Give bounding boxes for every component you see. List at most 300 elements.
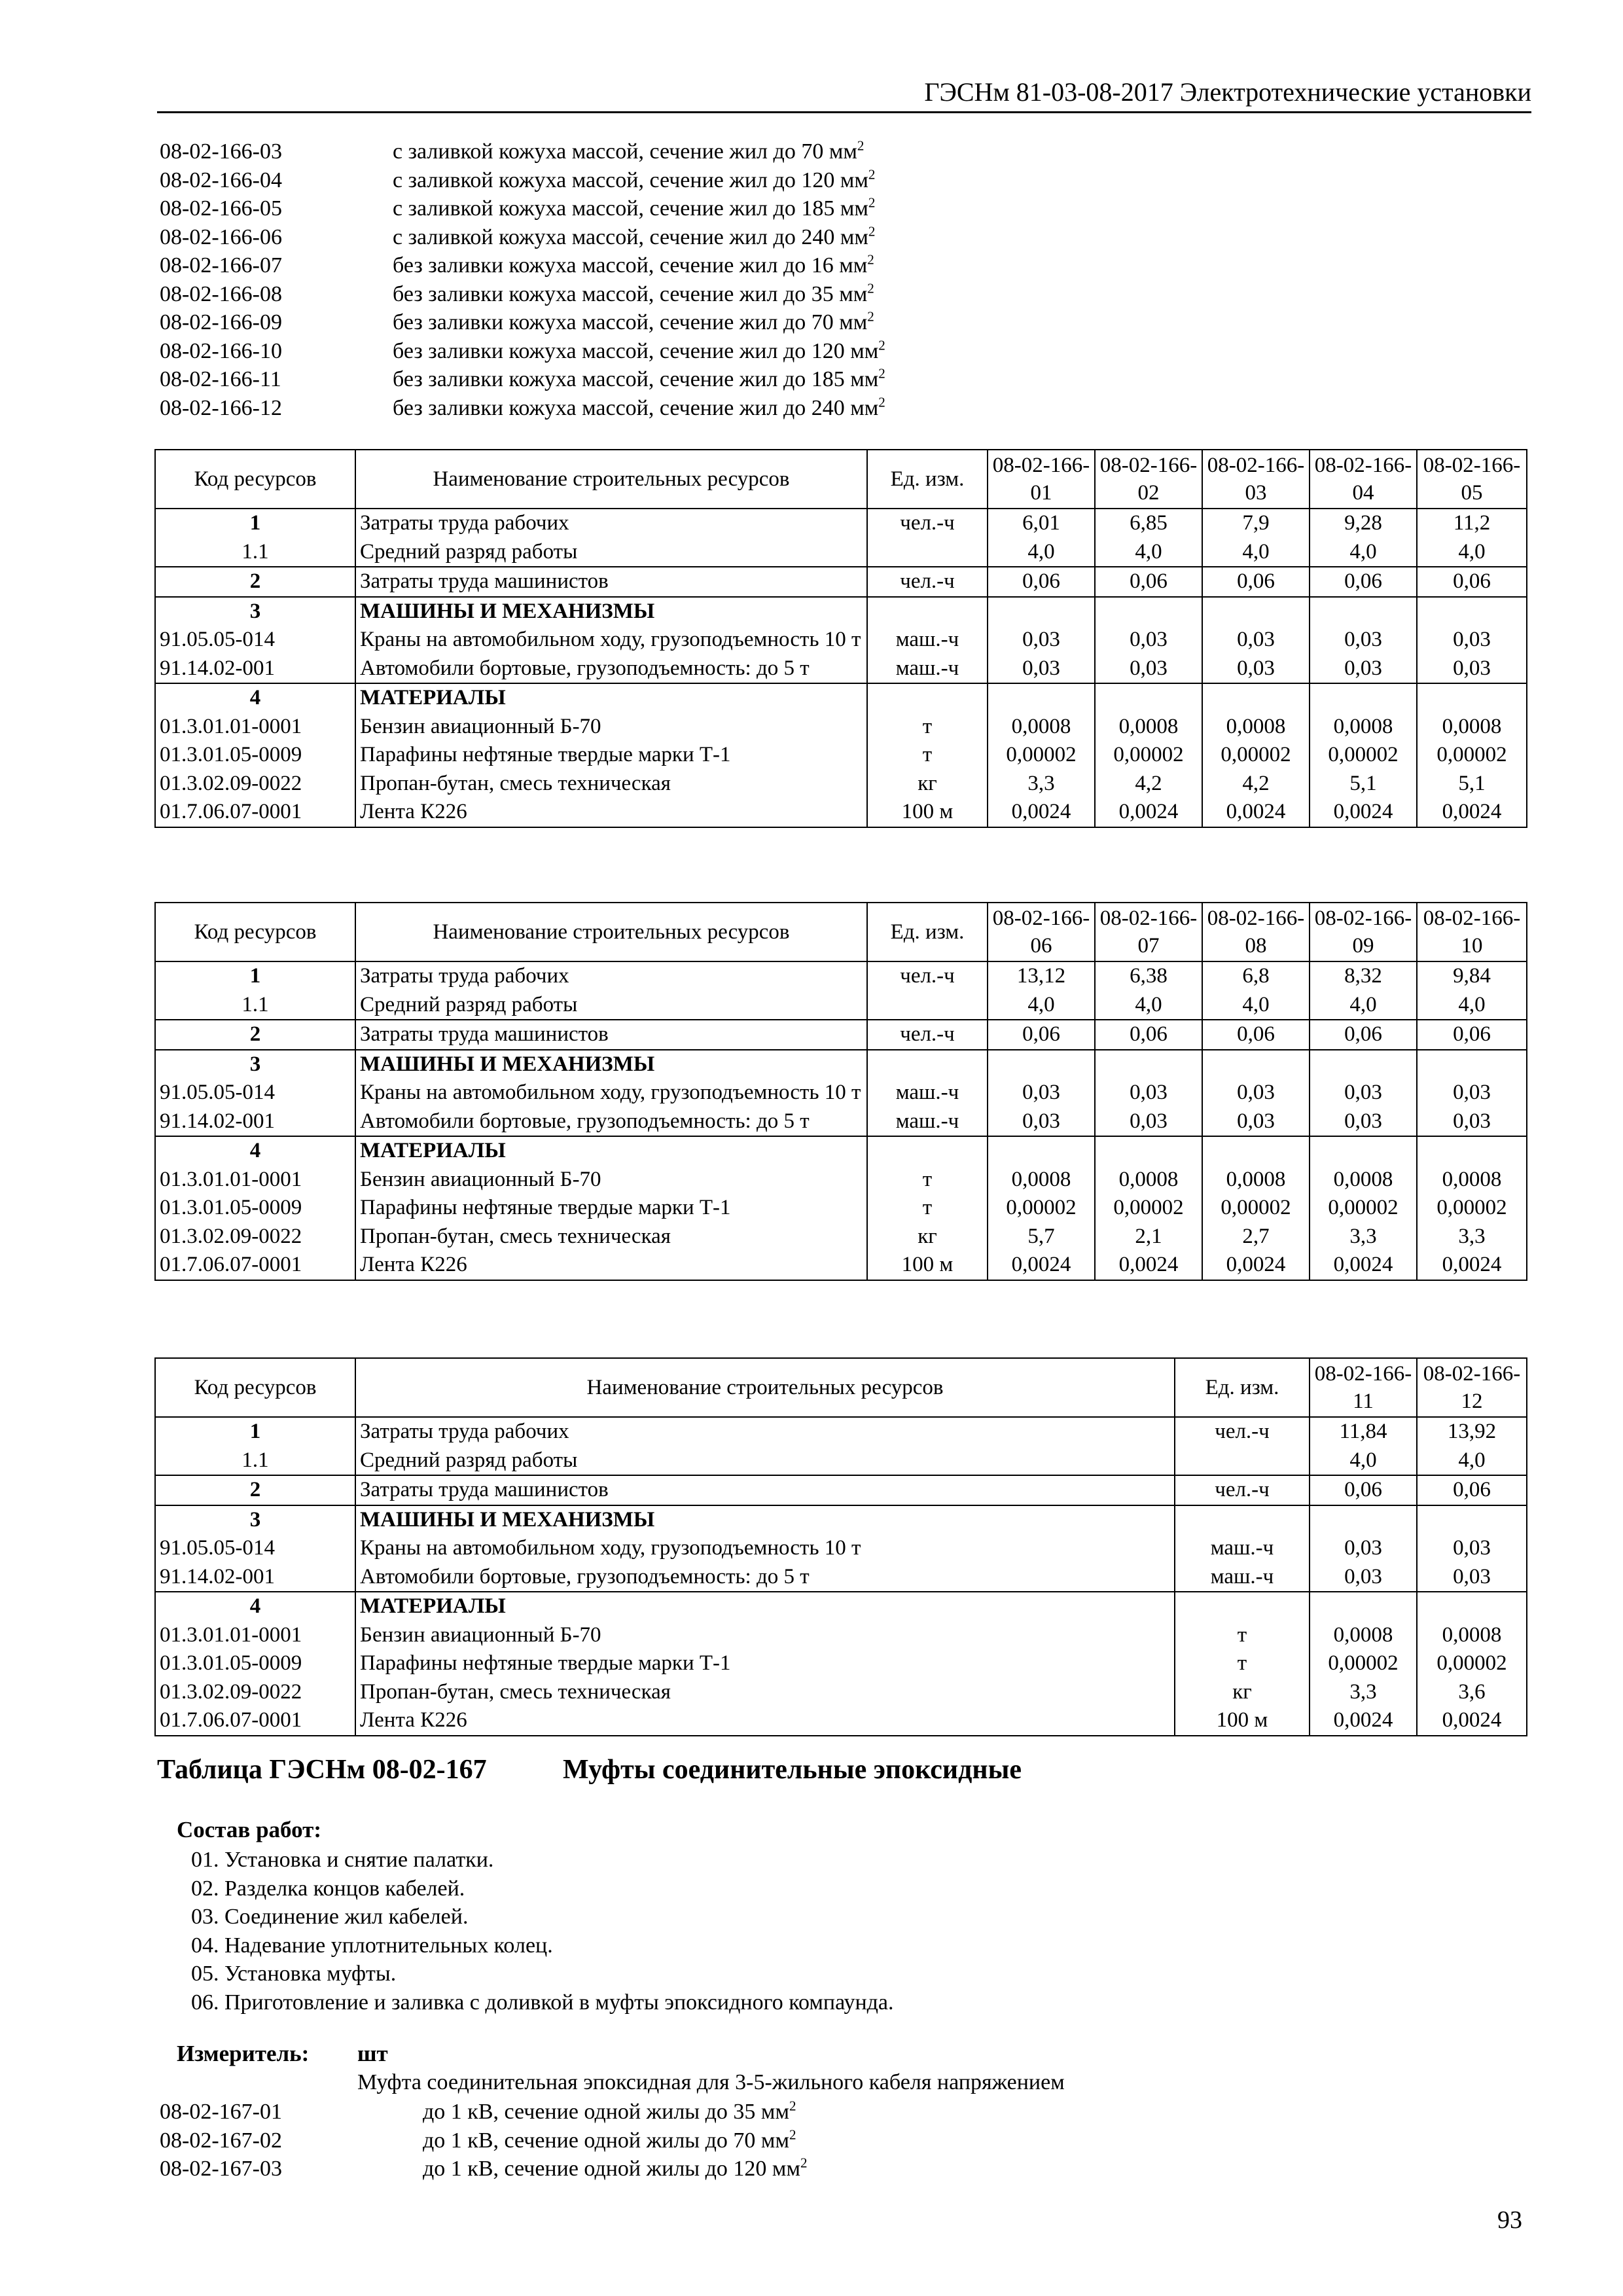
resource-code: 1 xyxy=(155,509,355,538)
resource-value xyxy=(1417,683,1527,713)
table-row xyxy=(155,961,1527,991)
resource-value: 5,1 xyxy=(1417,770,1527,798)
header-name: Наименование строительных ресурсов xyxy=(355,450,867,509)
norm-description: без заливки кожуха массой, сечение жил до 70 мм xyxy=(393,310,868,334)
resource-name: Затраты труда рабочих xyxy=(355,1417,1175,1446)
unit-superscript: 2 xyxy=(867,251,874,268)
header-norm-code: 08-02-166-08 xyxy=(1202,903,1310,961)
resource-value: 0,00002 xyxy=(1310,1194,1417,1223)
resource-value: 0,0024 xyxy=(1417,1706,1527,1736)
resource-value: 13,12 xyxy=(988,961,1095,991)
table-row xyxy=(155,1563,1527,1592)
unit-superscript: 2 xyxy=(868,166,876,182)
resource-name: Автомобили бортовые, грузоподъемность: до 5 т xyxy=(355,1563,1175,1592)
resource-name: Затраты труда рабочих xyxy=(355,509,867,538)
resource-value: 9,84 xyxy=(1417,961,1527,991)
resource-value: 0,03 xyxy=(1417,1534,1527,1563)
resource-value: 0,0008 xyxy=(1202,713,1310,742)
resource-code: 01.3.01.01-0001 xyxy=(155,1166,355,1194)
resource-name: Краны на автомобильном ходу, грузоподъемность 10 т xyxy=(355,1079,867,1107)
resource-name: МАТЕРИАЛЫ xyxy=(355,683,867,713)
code-list-item xyxy=(160,223,1403,252)
norm-description: до 1 кВ, сечение одной жилы до 120 мм xyxy=(423,2157,800,2181)
resource-value: 0,06 xyxy=(988,567,1095,597)
resource-value: 4,0 xyxy=(1095,538,1202,567)
resource-value: 8,32 xyxy=(1310,961,1417,991)
resource-value: 6,38 xyxy=(1095,961,1202,991)
resource-value: 4,0 xyxy=(1202,538,1310,567)
resource-value: 3,3 xyxy=(1417,1223,1527,1251)
resource-table-1 xyxy=(154,449,1527,828)
resource-value: 0,03 xyxy=(1310,1079,1417,1107)
norm-code: 08-02-166-03 xyxy=(160,139,282,164)
resource-value: 0,06 xyxy=(1417,567,1527,597)
resource-value: 6,01 xyxy=(988,509,1095,538)
resource-name: Затраты труда рабочих xyxy=(355,961,867,991)
resource-value xyxy=(1095,1050,1202,1079)
resource-value: 0,03 xyxy=(988,655,1095,684)
resource-name: МАШИНЫ И МЕХАНИЗМЫ xyxy=(355,1505,1175,1535)
resource-value: 0,06 xyxy=(1310,567,1417,597)
resource-value: 3,3 xyxy=(1310,1678,1417,1707)
resource-code: 2 xyxy=(155,567,355,597)
table-row xyxy=(155,1020,1527,1050)
works-item: 04. Надевание уплотнительных колец. xyxy=(191,1933,553,1958)
works-item: 02. Разделка концов кабелей. xyxy=(191,1876,465,1901)
table-167-name: Муфты соединительные эпоксидные xyxy=(563,1755,1022,1785)
norm-code: 08-02-166-11 xyxy=(160,367,281,391)
measurer-description: Муфта соединительная эпоксидная для 3-5-жильного кабеля напряжением xyxy=(357,2070,1065,2094)
resource-value: 0,00002 xyxy=(988,1194,1095,1223)
resource-value: 4,0 xyxy=(1310,538,1417,567)
code-list-item xyxy=(160,308,1403,337)
resource-value: 4,0 xyxy=(1417,1446,1527,1476)
table-row xyxy=(155,1107,1527,1137)
resource-unit: т xyxy=(867,1166,988,1194)
resource-code: 4 xyxy=(155,1136,355,1166)
resource-value: 0,0008 xyxy=(1310,713,1417,742)
resource-value: 0,03 xyxy=(1310,626,1417,655)
resource-name: Пропан-бутан, смесь техническая xyxy=(355,1223,867,1251)
resource-value: 0,03 xyxy=(988,1079,1095,1107)
table-row xyxy=(155,1706,1527,1736)
resource-value: 0,0024 xyxy=(1310,798,1417,827)
norm-codes-list xyxy=(160,137,1403,422)
resource-value: 0,03 xyxy=(1202,1079,1310,1107)
resource-value xyxy=(1310,683,1417,713)
resource-code: 91.05.05-014 xyxy=(155,1079,355,1107)
norm-code: 08-02-167-01 xyxy=(160,2100,282,2124)
table-row xyxy=(155,538,1527,567)
works-title: Состав работ: xyxy=(177,1817,321,1842)
resource-value: 0,03 xyxy=(988,1107,1095,1137)
resource-value: 0,0024 xyxy=(988,1251,1095,1280)
table-row xyxy=(155,1079,1527,1107)
resource-value: 3,3 xyxy=(988,770,1095,798)
resource-value xyxy=(1095,683,1202,713)
resource-value xyxy=(1202,597,1310,626)
resource-name: Автомобили бортовые, грузоподъемность: до 5 т xyxy=(355,655,867,684)
resource-code: 01.3.02.09-0022 xyxy=(155,1223,355,1251)
resource-name: МАШИНЫ И МЕХАНИЗМЫ xyxy=(355,597,867,626)
resource-code: 91.05.05-014 xyxy=(155,1534,355,1563)
resource-value: 0,03 xyxy=(1417,1107,1527,1137)
table-row xyxy=(155,991,1527,1020)
works-item: 05. Установка муфты. xyxy=(191,1962,397,1986)
table-167-title xyxy=(157,1754,1022,1785)
resource-unit: 100 м xyxy=(1175,1706,1310,1736)
table-row xyxy=(155,1505,1527,1535)
norm-167-items xyxy=(160,2098,808,2183)
resource-value: 0,0008 xyxy=(1310,1621,1417,1650)
resource-code: 3 xyxy=(155,597,355,626)
code-list-item xyxy=(160,137,1403,166)
resource-value: 0,03 xyxy=(1417,655,1527,684)
norm-description: без заливки кожуха массой, сечение жил до 120 мм xyxy=(393,338,879,363)
header-norm-code: 08-02-166-10 xyxy=(1417,903,1527,961)
resource-name: МАТЕРИАЛЫ xyxy=(355,1136,867,1166)
resource-value: 0,03 xyxy=(1310,1534,1417,1563)
norm-description: без заливки кожуха массой, сечение жил до 35 мм xyxy=(393,281,868,306)
resource-value xyxy=(1417,1505,1527,1535)
resource-code: 01.3.01.05-0009 xyxy=(155,741,355,770)
resource-value xyxy=(1417,1592,1527,1621)
header-name: Наименование строительных ресурсов xyxy=(355,1358,1175,1417)
resource-name: Краны на автомобильном ходу, грузоподъемность 10 т xyxy=(355,626,867,655)
resource-value: 0,0024 xyxy=(1202,1251,1310,1280)
resource-unit xyxy=(867,1136,988,1166)
resource-value xyxy=(1095,597,1202,626)
resource-code: 1.1 xyxy=(155,991,355,1020)
table-row xyxy=(155,1417,1527,1446)
resource-value: 0,00002 xyxy=(1095,741,1202,770)
resource-value: 0,06 xyxy=(1310,1020,1417,1050)
header-unit: Ед. изм. xyxy=(867,450,988,509)
table-row xyxy=(155,1446,1527,1476)
resource-name: МАТЕРИАЛЫ xyxy=(355,1592,1175,1621)
resource-unit: маш.-ч xyxy=(1175,1563,1310,1592)
resource-name: Затраты труда машинистов xyxy=(355,1020,867,1050)
resource-value: 0,03 xyxy=(1095,655,1202,684)
resource-value: 11,2 xyxy=(1417,509,1527,538)
resource-unit: т xyxy=(867,1194,988,1223)
resource-value xyxy=(1417,597,1527,626)
resource-code: 01.3.02.09-0022 xyxy=(155,770,355,798)
norm-description: без заливки кожуха массой, сечение жил до 16 мм xyxy=(393,253,868,278)
resource-unit xyxy=(1175,1592,1310,1621)
resource-unit: кг xyxy=(867,770,988,798)
resource-name: Лента К226 xyxy=(355,1706,1175,1736)
norm-code: 08-02-166-06 xyxy=(160,224,282,249)
resource-value: 5,1 xyxy=(1310,770,1417,798)
resource-unit: маш.-ч xyxy=(867,1107,988,1137)
code-list-item xyxy=(160,2098,808,2126)
header-name: Наименование строительных ресурсов xyxy=(355,903,867,961)
header-norm-code: 08-02-166-09 xyxy=(1310,903,1417,961)
resource-value: 0,0024 xyxy=(1095,798,1202,827)
resource-value: 4,0 xyxy=(988,991,1095,1020)
resource-unit xyxy=(1175,1505,1310,1535)
code-list-item xyxy=(160,2155,808,2183)
resource-unit xyxy=(867,538,988,567)
resource-unit: маш.-ч xyxy=(867,655,988,684)
resource-name: Бензин авиационный Б-70 xyxy=(355,713,867,742)
resource-value: 9,28 xyxy=(1310,509,1417,538)
norm-code: 08-02-166-08 xyxy=(160,281,282,306)
resource-value: 0,03 xyxy=(1417,626,1527,655)
measurer-unit: шт xyxy=(357,2041,388,2066)
norm-description: без заливки кожуха массой, сечение жил до 185 мм xyxy=(393,367,879,391)
resource-value: 0,06 xyxy=(1310,1475,1417,1505)
norm-description: без заливки кожуха массой, сечение жил до 240 мм xyxy=(393,395,879,420)
resource-value: 0,06 xyxy=(1095,567,1202,597)
table-row xyxy=(155,713,1527,742)
resource-table-2 xyxy=(154,902,1527,1281)
resource-code: 91.14.02-001 xyxy=(155,1107,355,1137)
resource-value: 0,03 xyxy=(1417,1563,1527,1592)
table-row xyxy=(155,770,1527,798)
running-header: ГЭСНм 81-03-08-2017 Электротехнические установки xyxy=(157,73,1531,113)
resource-value: 0,03 xyxy=(1202,626,1310,655)
table-row xyxy=(155,1592,1527,1621)
resource-code: 3 xyxy=(155,1050,355,1079)
resource-value: 0,0008 xyxy=(1417,713,1527,742)
resource-value: 4,0 xyxy=(1310,991,1417,1020)
resource-unit xyxy=(1175,1446,1310,1476)
resource-value: 4,0 xyxy=(1095,991,1202,1020)
resource-value xyxy=(988,1136,1095,1166)
resource-value xyxy=(1202,1050,1310,1079)
norm-code: 08-02-166-09 xyxy=(160,310,282,334)
resource-value: 0,03 xyxy=(1310,1107,1417,1137)
table-row xyxy=(155,1621,1527,1650)
resource-value: 0,03 xyxy=(1202,655,1310,684)
unit-superscript: 2 xyxy=(868,223,876,239)
resource-value: 0,00002 xyxy=(1417,741,1527,770)
resource-value: 0,0008 xyxy=(1202,1166,1310,1194)
resource-value: 4,0 xyxy=(1202,991,1310,1020)
resource-code: 01.3.01.01-0001 xyxy=(155,713,355,742)
resource-unit: т xyxy=(867,741,988,770)
resource-name: Затраты труда машинистов xyxy=(355,1475,1175,1505)
resource-code: 3 xyxy=(155,1505,355,1535)
resource-name: Средний разряд работы xyxy=(355,1446,1175,1476)
unit-superscript: 2 xyxy=(867,308,874,325)
resource-value: 0,03 xyxy=(1417,1079,1527,1107)
resource-value: 0,00002 xyxy=(1417,1649,1527,1678)
resource-value xyxy=(988,597,1095,626)
resource-value xyxy=(1310,1592,1417,1621)
resource-unit xyxy=(867,991,988,1020)
unit-superscript: 2 xyxy=(800,2155,808,2171)
resource-code: 01.3.01.05-0009 xyxy=(155,1649,355,1678)
resource-value: 0,0008 xyxy=(1095,1166,1202,1194)
resource-name: Бензин авиационный Б-70 xyxy=(355,1166,867,1194)
resource-unit: 100 м xyxy=(867,1251,988,1280)
resource-table-3 xyxy=(154,1357,1527,1736)
resource-value: 0,00002 xyxy=(1095,1194,1202,1223)
norm-description: до 1 кВ, сечение одной жилы до 70 мм xyxy=(423,2128,789,2153)
header-norm-code: 08-02-166-11 xyxy=(1310,1358,1417,1417)
resource-value: 0,06 xyxy=(1417,1475,1527,1505)
resource-value: 0,03 xyxy=(1095,1107,1202,1137)
resource-value: 4,2 xyxy=(1202,770,1310,798)
resource-value: 0,0024 xyxy=(1310,1706,1417,1736)
resource-value: 0,00002 xyxy=(1417,1194,1527,1223)
resource-name: Автомобили бортовые, грузоподъемность: до 5 т xyxy=(355,1107,867,1137)
resource-code: 4 xyxy=(155,1592,355,1621)
resource-unit: кг xyxy=(867,1223,988,1251)
table-row xyxy=(155,567,1527,597)
resource-value: 0,0024 xyxy=(1202,798,1310,827)
table-row xyxy=(155,1223,1527,1251)
header-norm-code: 08-02-166-02 xyxy=(1095,450,1202,509)
header-code: Код ресурсов xyxy=(155,1358,355,1417)
resource-value: 3,6 xyxy=(1417,1678,1527,1707)
resource-value: 0,03 xyxy=(1095,626,1202,655)
resource-value xyxy=(988,1050,1095,1079)
resource-name: Средний разряд работы xyxy=(355,538,867,567)
norm-code: 08-02-166-07 xyxy=(160,253,282,278)
table-row xyxy=(155,1194,1527,1223)
unit-superscript: 2 xyxy=(878,336,885,353)
norm-description: с заливкой кожуха массой, сечение жил до 70 мм xyxy=(393,139,857,164)
resource-unit: т xyxy=(1175,1621,1310,1650)
unit-superscript: 2 xyxy=(867,279,874,296)
resource-code: 01.7.06.07-0001 xyxy=(155,798,355,827)
resource-value: 0,03 xyxy=(1310,655,1417,684)
resource-unit: чел.-ч xyxy=(867,567,988,597)
resource-value: 6,8 xyxy=(1202,961,1310,991)
header-unit: Ед. изм. xyxy=(1175,1358,1310,1417)
norm-code: 08-02-167-03 xyxy=(160,2157,282,2181)
table-row xyxy=(155,1649,1527,1678)
resource-value: 5,7 xyxy=(988,1223,1095,1251)
resource-value: 3,3 xyxy=(1310,1223,1417,1251)
table-row xyxy=(155,1166,1527,1194)
resource-code: 1.1 xyxy=(155,1446,355,1476)
resource-unit: чел.-ч xyxy=(867,961,988,991)
resource-value: 0,06 xyxy=(1095,1020,1202,1050)
header-norm-code: 08-02-166-06 xyxy=(988,903,1095,961)
resource-value: 0,0008 xyxy=(1310,1166,1417,1194)
header-code: Код ресурсов xyxy=(155,903,355,961)
unit-superscript: 2 xyxy=(878,393,885,410)
works-list xyxy=(191,1846,894,2017)
table-row xyxy=(155,655,1527,684)
header-norm-code: 08-02-166-01 xyxy=(988,450,1095,509)
resource-unit: маш.-ч xyxy=(1175,1534,1310,1563)
resource-value: 6,85 xyxy=(1095,509,1202,538)
resource-unit xyxy=(867,683,988,713)
table-row xyxy=(155,1475,1527,1505)
resource-value: 0,0008 xyxy=(988,1166,1095,1194)
code-list-item xyxy=(160,394,1403,423)
table-167-number: Таблица ГЭСНм 08-02-167 xyxy=(157,1755,487,1785)
resource-value: 2,7 xyxy=(1202,1223,1310,1251)
resource-code: 2 xyxy=(155,1475,355,1505)
resource-value xyxy=(1310,1050,1417,1079)
resource-value: 0,0024 xyxy=(988,798,1095,827)
resource-value xyxy=(1095,1136,1202,1166)
code-list-item xyxy=(160,2126,808,2155)
resource-value: 2,1 xyxy=(1095,1223,1202,1251)
resource-value: 0,0024 xyxy=(1095,1251,1202,1280)
code-list-item xyxy=(160,337,1403,366)
resource-value xyxy=(1202,683,1310,713)
resource-value: 0,03 xyxy=(1202,1107,1310,1137)
resource-code: 91.05.05-014 xyxy=(155,626,355,655)
works-item: 01. Установка и снятие палатки. xyxy=(191,1848,494,1872)
resource-value xyxy=(1417,1050,1527,1079)
resource-code: 4 xyxy=(155,683,355,713)
code-list-item xyxy=(160,365,1403,394)
resource-value: 0,03 xyxy=(1095,1079,1202,1107)
code-list-item xyxy=(160,166,1403,195)
resource-name: Средний разряд работы xyxy=(355,991,867,1020)
header-norm-code: 08-02-166-12 xyxy=(1417,1358,1527,1417)
resource-code: 01.7.06.07-0001 xyxy=(155,1251,355,1280)
resource-code: 01.3.01.05-0009 xyxy=(155,1194,355,1223)
resource-value: 0,00002 xyxy=(1310,741,1417,770)
table-row xyxy=(155,683,1527,713)
resource-value xyxy=(1417,1136,1527,1166)
header-norm-code: 08-02-166-04 xyxy=(1310,450,1417,509)
unit-superscript: 2 xyxy=(789,2098,796,2114)
resource-value: 0,06 xyxy=(1202,567,1310,597)
resource-value: 0,0008 xyxy=(1417,1621,1527,1650)
resource-value xyxy=(1310,597,1417,626)
resource-code: 01.3.01.01-0001 xyxy=(155,1621,355,1650)
resource-value: 0,00002 xyxy=(1202,1194,1310,1223)
resource-value: 0,00002 xyxy=(988,741,1095,770)
resource-value: 4,2 xyxy=(1095,770,1202,798)
resource-value xyxy=(1202,1136,1310,1166)
unit-superscript: 2 xyxy=(878,365,885,382)
resource-value: 0,0024 xyxy=(1417,798,1527,827)
resource-value: 0,0008 xyxy=(988,713,1095,742)
resource-value xyxy=(1310,1505,1417,1535)
resource-code: 01.3.02.09-0022 xyxy=(155,1678,355,1707)
resource-code: 2 xyxy=(155,1020,355,1050)
resource-value: 0,0008 xyxy=(1417,1166,1527,1194)
norm-code: 08-02-166-05 xyxy=(160,196,282,221)
table-row xyxy=(155,1534,1527,1563)
header-unit: Ед. изм. xyxy=(867,903,988,961)
resource-value: 4,0 xyxy=(1417,538,1527,567)
header-norm-code: 08-02-166-05 xyxy=(1417,450,1527,509)
resource-value: 4,0 xyxy=(988,538,1095,567)
resource-unit: чел.-ч xyxy=(867,509,988,538)
norm-description: с заливкой кожуха массой, сечение жил до 185 мм xyxy=(393,196,868,221)
table-row xyxy=(155,626,1527,655)
table-row xyxy=(155,509,1527,538)
resource-value: 0,03 xyxy=(1310,1563,1417,1592)
measurer-label: Измеритель: xyxy=(177,2041,310,2066)
norm-code: 08-02-166-10 xyxy=(160,338,282,363)
resource-name: Парафины нефтяные твердые марки Т-1 xyxy=(355,741,867,770)
resource-value: 7,9 xyxy=(1202,509,1310,538)
resource-unit: кг xyxy=(1175,1678,1310,1707)
resource-value: 0,0024 xyxy=(1310,1251,1417,1280)
resource-unit: т xyxy=(1175,1649,1310,1678)
table-row xyxy=(155,1678,1527,1707)
resource-code: 1 xyxy=(155,1417,355,1446)
header-norm-code: 08-02-166-03 xyxy=(1202,450,1310,509)
resource-unit: т xyxy=(867,713,988,742)
norm-code: 08-02-167-02 xyxy=(160,2128,282,2153)
resource-name: Бензин авиационный Б-70 xyxy=(355,1621,1175,1650)
